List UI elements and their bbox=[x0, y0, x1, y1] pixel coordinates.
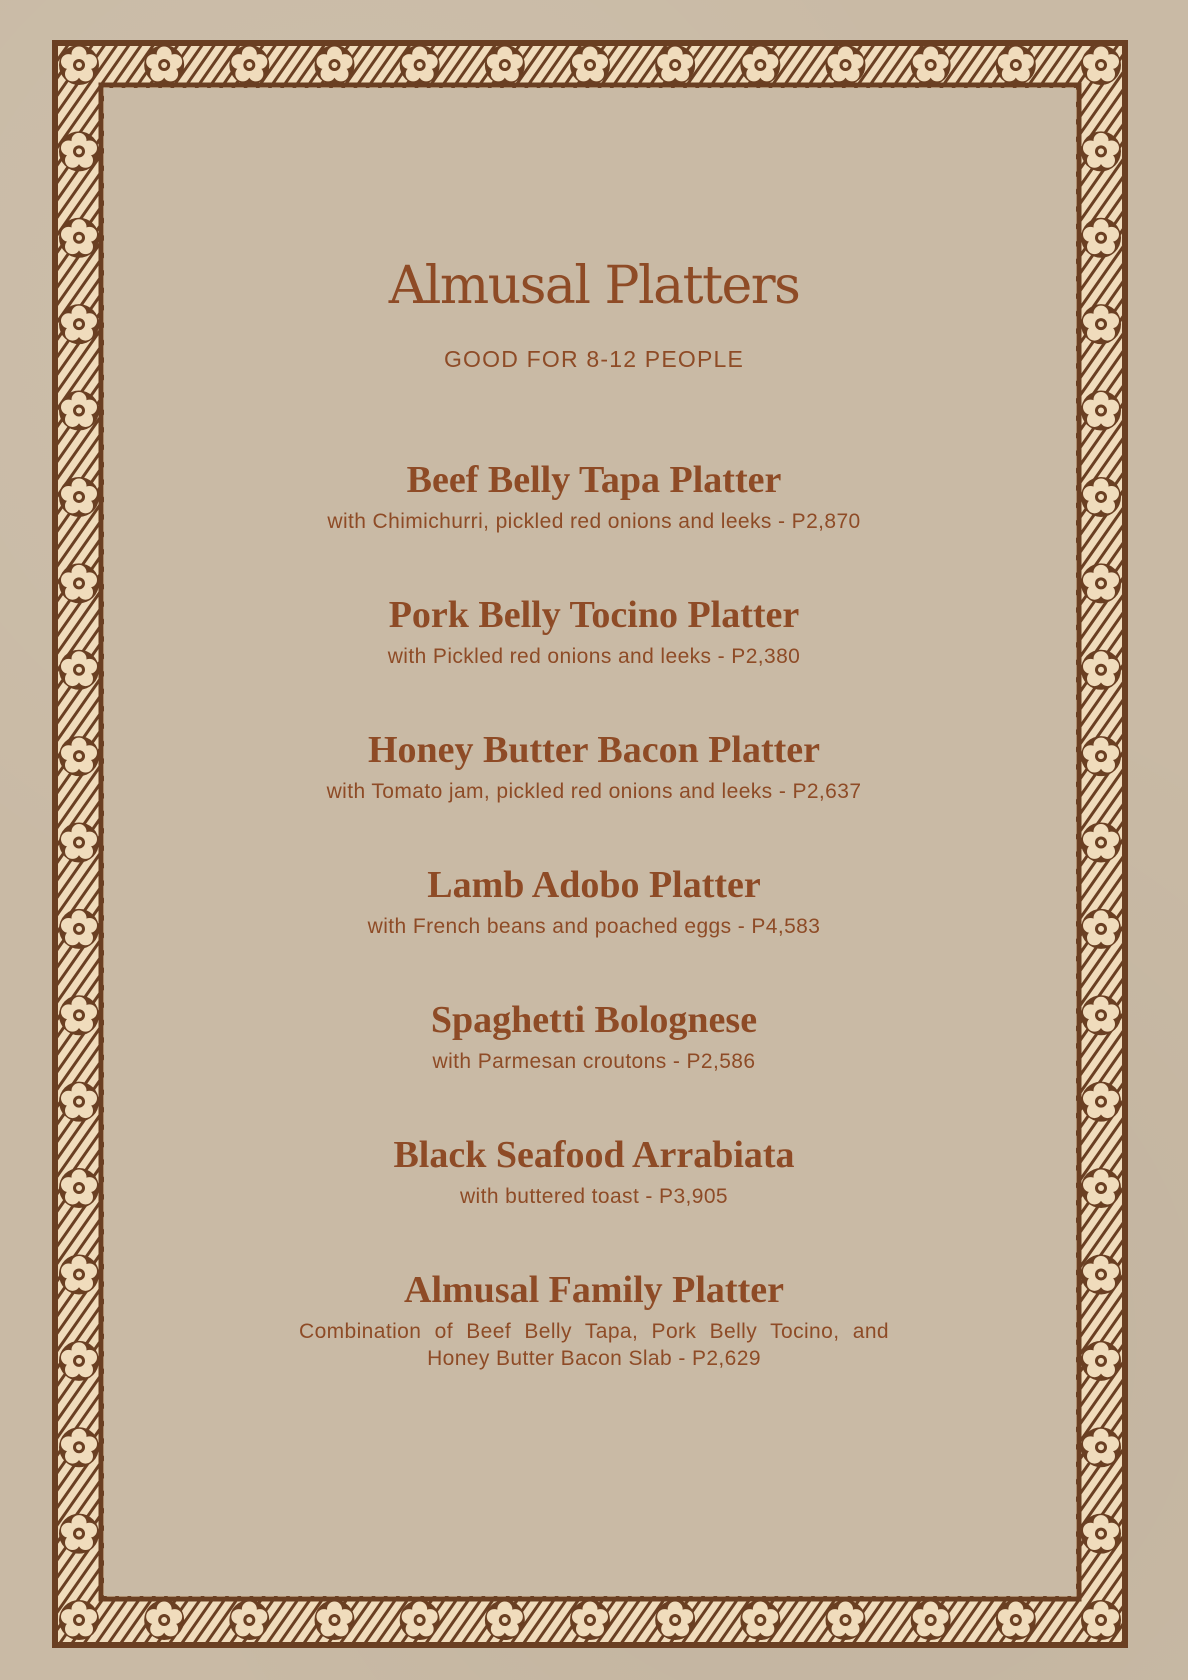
flower-ornament-icon bbox=[570, 45, 610, 85]
flower-ornament-icon bbox=[59, 391, 99, 431]
flower-ornament-icon bbox=[1081, 45, 1121, 85]
flower-ornament-icon bbox=[1081, 304, 1121, 344]
menu-item-name: Almusal Family Platter bbox=[404, 1269, 784, 1311]
menu-item bbox=[108, 730, 1080, 865]
flower-ornament-icon bbox=[1081, 995, 1121, 1035]
flower-ornament-icon bbox=[315, 45, 355, 85]
flower-ornament-icon bbox=[911, 1600, 951, 1640]
flower-ornament-icon bbox=[229, 45, 269, 85]
flower-ornament-icon bbox=[826, 45, 866, 85]
flower-ornament-icon bbox=[59, 736, 99, 776]
flower-ornament-icon bbox=[655, 45, 695, 85]
flower-ornament-icon bbox=[1081, 823, 1121, 863]
flower-ornament-icon bbox=[59, 304, 99, 344]
flower-ornament-icon bbox=[485, 1600, 525, 1640]
flower-ornament-icon bbox=[144, 1600, 184, 1640]
page-subtitle: GOOD FOR 8-12 PEOPLE bbox=[443, 346, 745, 372]
flower-ornament-icon bbox=[229, 1600, 269, 1640]
menu-items bbox=[108, 460, 1080, 1405]
flower-ornament-icon bbox=[59, 131, 99, 171]
menu-item bbox=[108, 1000, 1080, 1135]
flower-ornament-icon bbox=[1081, 563, 1121, 603]
flower-ornament-icon bbox=[1081, 1254, 1121, 1294]
flower-ornament-icon bbox=[315, 1600, 355, 1640]
menu-item-name: Beef Belly Tapa Platter bbox=[406, 459, 782, 501]
flower-ornament-icon bbox=[1081, 909, 1121, 949]
menu-item-description: with Chimichurri, pickled red onions and leeks - P2,870 bbox=[327, 509, 861, 533]
menu-item-name: Lamb Adobo Platter bbox=[427, 864, 761, 906]
flower-ornament-icon bbox=[59, 995, 99, 1035]
flower-ornament-icon bbox=[1081, 477, 1121, 517]
flower-ornament-icon bbox=[59, 909, 99, 949]
flower-ornament-icon bbox=[59, 1254, 99, 1294]
menu-item-description: with Tomato jam, pickled red onions and leeks - P2,637 bbox=[326, 779, 862, 803]
flower-ornament-icon bbox=[740, 45, 780, 85]
flower-ornament-icon bbox=[1081, 736, 1121, 776]
menu-item-name: Pork Belly Tocino Platter bbox=[388, 594, 800, 636]
flower-ornament-icon bbox=[59, 650, 99, 690]
flower-ornament-icon bbox=[59, 45, 99, 85]
menu-item-description: Combination of Beef Belly Tapa, Pork Belly Tocino, and Honey Butter Bacon Slab - P2,629 bbox=[299, 1319, 889, 1371]
flower-ornament-icon bbox=[1081, 1514, 1121, 1554]
flower-ornament-icon bbox=[59, 1341, 99, 1381]
flower-ornament-icon bbox=[655, 1600, 695, 1640]
menu-item-description: with Pickled red onions and leeks - P2,380 bbox=[387, 644, 801, 668]
flower-ornament-icon bbox=[59, 1514, 99, 1554]
menu-content bbox=[108, 92, 1080, 1588]
menu-item-name: Honey Butter Bacon Platter bbox=[367, 729, 821, 771]
flower-ornament-icon bbox=[59, 218, 99, 258]
menu-item-description: with Parmesan croutons - P2,586 bbox=[432, 1049, 756, 1073]
menu-item-description: with French beans and poached eggs - P4,583 bbox=[367, 914, 821, 938]
flower-ornament-icon bbox=[1081, 1427, 1121, 1467]
menu-item-name: Black Seafood Arrabiata bbox=[393, 1134, 795, 1176]
flower-ornament-icon bbox=[1081, 1341, 1121, 1381]
flower-ornament-icon bbox=[740, 1600, 780, 1640]
flower-ornament-icon bbox=[144, 45, 184, 85]
flower-ornament-icon bbox=[400, 1600, 440, 1640]
page-title: Almusal Platters bbox=[388, 256, 800, 316]
flower-ornament-icon bbox=[59, 1082, 99, 1122]
flower-ornament-icon bbox=[1081, 1600, 1121, 1640]
flower-ornament-icon bbox=[826, 1600, 866, 1640]
flower-ornament-icon bbox=[996, 45, 1036, 85]
flower-ornament-icon bbox=[59, 1427, 99, 1467]
flower-ornament-icon bbox=[1081, 1168, 1121, 1208]
flower-ornament-icon bbox=[485, 45, 525, 85]
flower-ornament-icon bbox=[570, 1600, 610, 1640]
flower-ornament-icon bbox=[59, 1600, 99, 1640]
flower-ornament-icon bbox=[59, 563, 99, 603]
flower-ornament-icon bbox=[1081, 218, 1121, 258]
menu-item bbox=[108, 595, 1080, 730]
flower-ornament-icon bbox=[1081, 1082, 1121, 1122]
flower-ornament-icon bbox=[996, 1600, 1036, 1640]
menu-item bbox=[108, 460, 1080, 595]
menu-item bbox=[108, 1270, 1080, 1405]
flower-ornament-icon bbox=[1081, 650, 1121, 690]
flower-ornament-icon bbox=[59, 823, 99, 863]
flower-ornament-icon bbox=[400, 45, 440, 85]
flower-ornament-icon bbox=[1081, 391, 1121, 431]
menu-item bbox=[108, 865, 1080, 1000]
menu-item bbox=[108, 1135, 1080, 1270]
flower-ornament-icon bbox=[59, 477, 99, 517]
flower-ornament-icon bbox=[59, 1168, 99, 1208]
flower-ornament-icon bbox=[911, 45, 951, 85]
menu-item-name: Spaghetti Bolognese bbox=[430, 999, 758, 1041]
flower-ornament-icon bbox=[1081, 131, 1121, 171]
menu-item-description: with buttered toast - P3,905 bbox=[459, 1184, 729, 1208]
